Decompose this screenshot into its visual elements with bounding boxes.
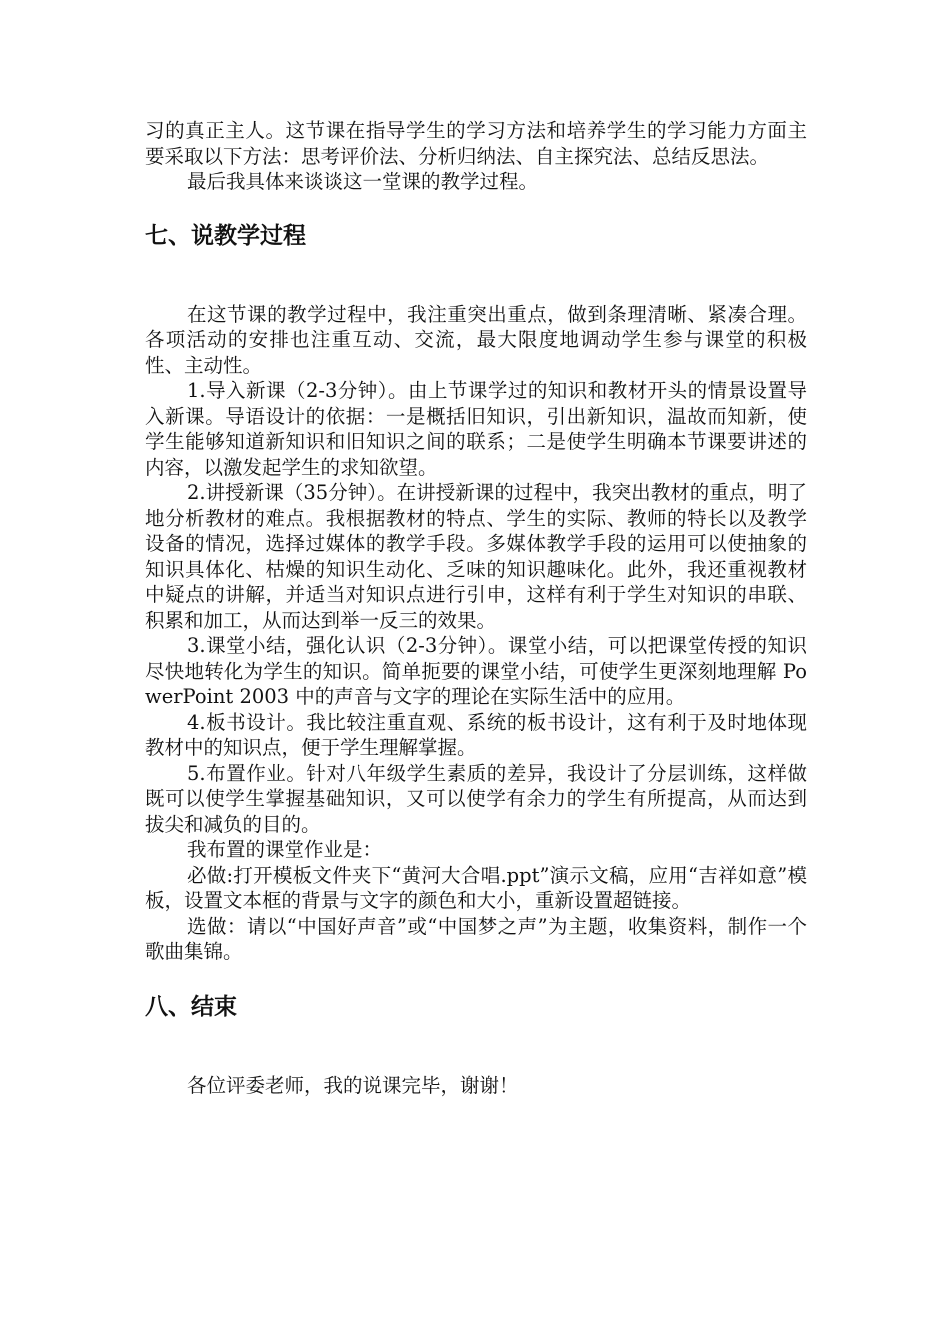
section-7-heading: 七、说教学过程 (145, 222, 306, 249)
section-7-paragraph: 必做:打开模板文件夹下“黄河大合唱.ppt”演示文稿，应用“吉祥如意”模板，设置文本框的背景与文字的颜色和大小，重新设置超链接。 (145, 863, 807, 912)
section-7-paragraph: 3.课堂小结，强化认识（2-3分钟）。课堂小结，可以把课堂传授的知识尽快地转化为学生的知识。简单扼要的课堂小结，可使学生更深刻地理解 PowerPoint 2003 中的声音与文字的理论在实际生活中的应用。 (145, 634, 807, 708)
intro-paragraph-2: 最后我具体来谈谈这一堂课的教学过程。 (187, 170, 539, 193)
section-7-paragraph: 2.讲授新课（35分钟）。在讲授新课的过程中，我突出教材的重点，明了地分析教材的难点。我根据教材的特点、学生的实际、教师的特长以及教学设备的情况，选择过媒体的教学手段。多媒体教学手段的运用可以使抽象的知识具体化、枯燥的知识生动化、乏味的知识趣味化。此外，我还重视教材中疑点的讲解，并适当对知识点进行引申，这样有利于学生对知识的串联、积累和加工，从而达到举一反三的效果。 (145, 481, 807, 632)
section-8-heading: 八、结束 (145, 993, 237, 1020)
closing-paragraph: 各位评委老师，我的说课完毕，谢谢！ (187, 1073, 519, 1097)
section-7-paragraph: 1.导入新课（2-3分钟）。由上节课学过的知识和教材开头的情景设置导入新课。导语设计的依据：一是概括旧知识，引出新知识，温故而知新，使学生能够知道新知识和旧知识之间的联系；二是使学生明确本节课要讲述的内容，以激发起学生的求知欲望。 (145, 379, 807, 479)
section-7-body (145, 302, 807, 965)
section-7-paragraph: 4.板书设计。我比较注重直观、系统的板书设计，这有利于及时地体现教材中的知识点，便于学生理解掌握。 (145, 710, 807, 759)
section-8-body (145, 1073, 807, 1099)
intro-paragraph-1: 习的真正主人。这节课在指导学生的学习方法和培养学生的学习能力方面主要采取以下方法：思考评价法、分析归纳法、自主探究法、总结反思法。 (145, 119, 807, 168)
document-page (145, 118, 807, 1098)
section-7-paragraph: 5.布置作业。针对八年级学生素质的差异，我设计了分层训练，这样做既可以使学生掌握基础知识，又可以使学有余力的学生有所提高，从而达到拔尖和减负的目的。 (145, 761, 807, 836)
section-7-paragraph: 在这节课的教学过程中，我注重突出重点，做到条理清晰、紧凑合理。各项活动的安排也注重互动、交流，最大限度地调动学生参与课堂的积极性、主动性。 (145, 302, 807, 377)
section-7-paragraph: 选做：请以“中国好声音”或“中国梦之声”为主题，收集资料，制作一个歌曲集锦。 (145, 914, 807, 963)
section-7-paragraph: 我布置的课堂作业是： (187, 838, 383, 861)
